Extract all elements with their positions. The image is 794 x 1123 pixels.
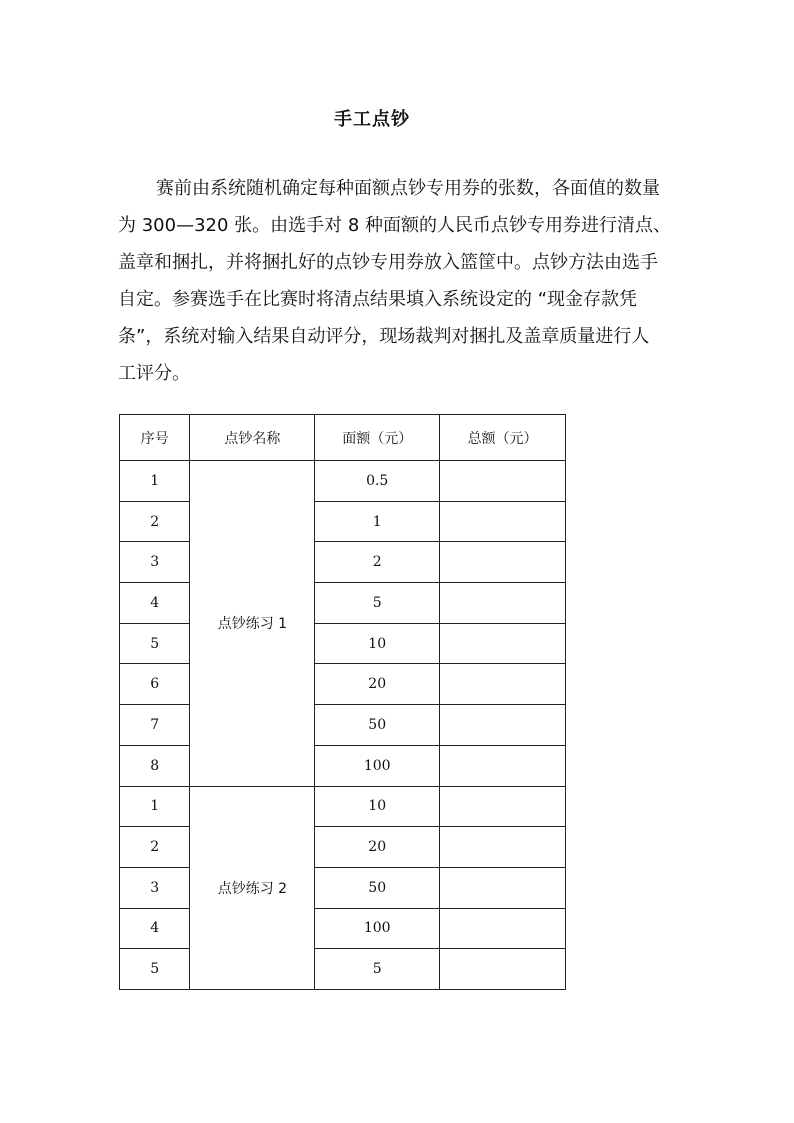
total-cell[interactable] [440,786,566,827]
paragraph-line: 条”，系统对输入结果自动评分，现场裁判对捆扎及盖章质量进行人 [118,326,650,347]
total-cell[interactable] [440,664,566,705]
table-row [120,786,566,827]
paragraph-line: 为 300—320 张。由选手对 8 种面额的人民币点钞专用券进行清点、 [118,215,672,236]
total-cell[interactable] [440,461,566,502]
denomination-cell: 5 [315,583,440,624]
total-cell[interactable] [440,583,566,624]
seq-cell: 1 [120,786,190,827]
group-name-cell: 点钞练习 1 [190,461,315,787]
intro-paragraph [118,170,688,392]
table-row [120,949,566,990]
header-denomination: 面额（元） [315,415,440,461]
group-name-cell: 点钞练习 2 [190,786,315,989]
table-row [120,501,566,542]
document-title: 手工点钞 [334,109,410,130]
denomination-cell: 100 [315,745,440,786]
denomination-cell: 50 [315,867,440,908]
paragraph-line: 工评分。 [118,363,190,384]
denomination-cell: 20 [315,827,440,868]
total-cell[interactable] [440,623,566,664]
denomination-cell: 0.5 [315,461,440,502]
seq-cell: 5 [120,949,190,990]
table-row [120,623,566,664]
table-row [120,583,566,624]
denomination-cell: 10 [315,786,440,827]
denomination-cell: 2 [315,542,440,583]
table-row [120,705,566,746]
total-cell[interactable] [440,705,566,746]
denomination-cell: 5 [315,949,440,990]
total-cell[interactable] [440,542,566,583]
total-cell[interactable] [440,867,566,908]
table-row [120,542,566,583]
total-cell[interactable] [440,745,566,786]
total-cell[interactable] [440,949,566,990]
seq-cell: 1 [120,461,190,502]
total-cell[interactable] [440,501,566,542]
total-cell[interactable] [440,908,566,949]
header-seq: 序号 [120,415,190,461]
seq-cell: 4 [120,908,190,949]
denomination-cell: 100 [315,908,440,949]
seq-cell: 6 [120,664,190,705]
table-row [120,664,566,705]
table-row [120,867,566,908]
denomination-cell: 10 [315,623,440,664]
counting-table [119,414,566,990]
table-row [120,461,566,502]
seq-cell: 4 [120,583,190,624]
table-row [120,908,566,949]
table-header-row [120,415,566,461]
header-name: 点钞名称 [190,415,315,461]
paragraph-line: 自定。参赛选手在比赛时将清点结果填入系统设定的 “现金存款凭 [118,289,638,310]
seq-cell: 7 [120,705,190,746]
header-total: 总额（元） [440,415,566,461]
denomination-cell: 1 [315,501,440,542]
seq-cell: 5 [120,623,190,664]
denomination-cell: 20 [315,664,440,705]
paragraph-line: 赛前由系统随机确定每种面额点钞专用券的张数，各面值的数量 [156,178,660,199]
table-row [120,745,566,786]
seq-cell: 3 [120,867,190,908]
table-row [120,827,566,868]
total-cell[interactable] [440,827,566,868]
seq-cell: 8 [120,745,190,786]
seq-cell: 2 [120,501,190,542]
seq-cell: 2 [120,827,190,868]
denomination-cell: 50 [315,705,440,746]
seq-cell: 3 [120,542,190,583]
paragraph-line: 盖章和捆扎，并将捆扎好的点钞专用券放入篮筐中。点钞方法由选手 [118,252,658,273]
